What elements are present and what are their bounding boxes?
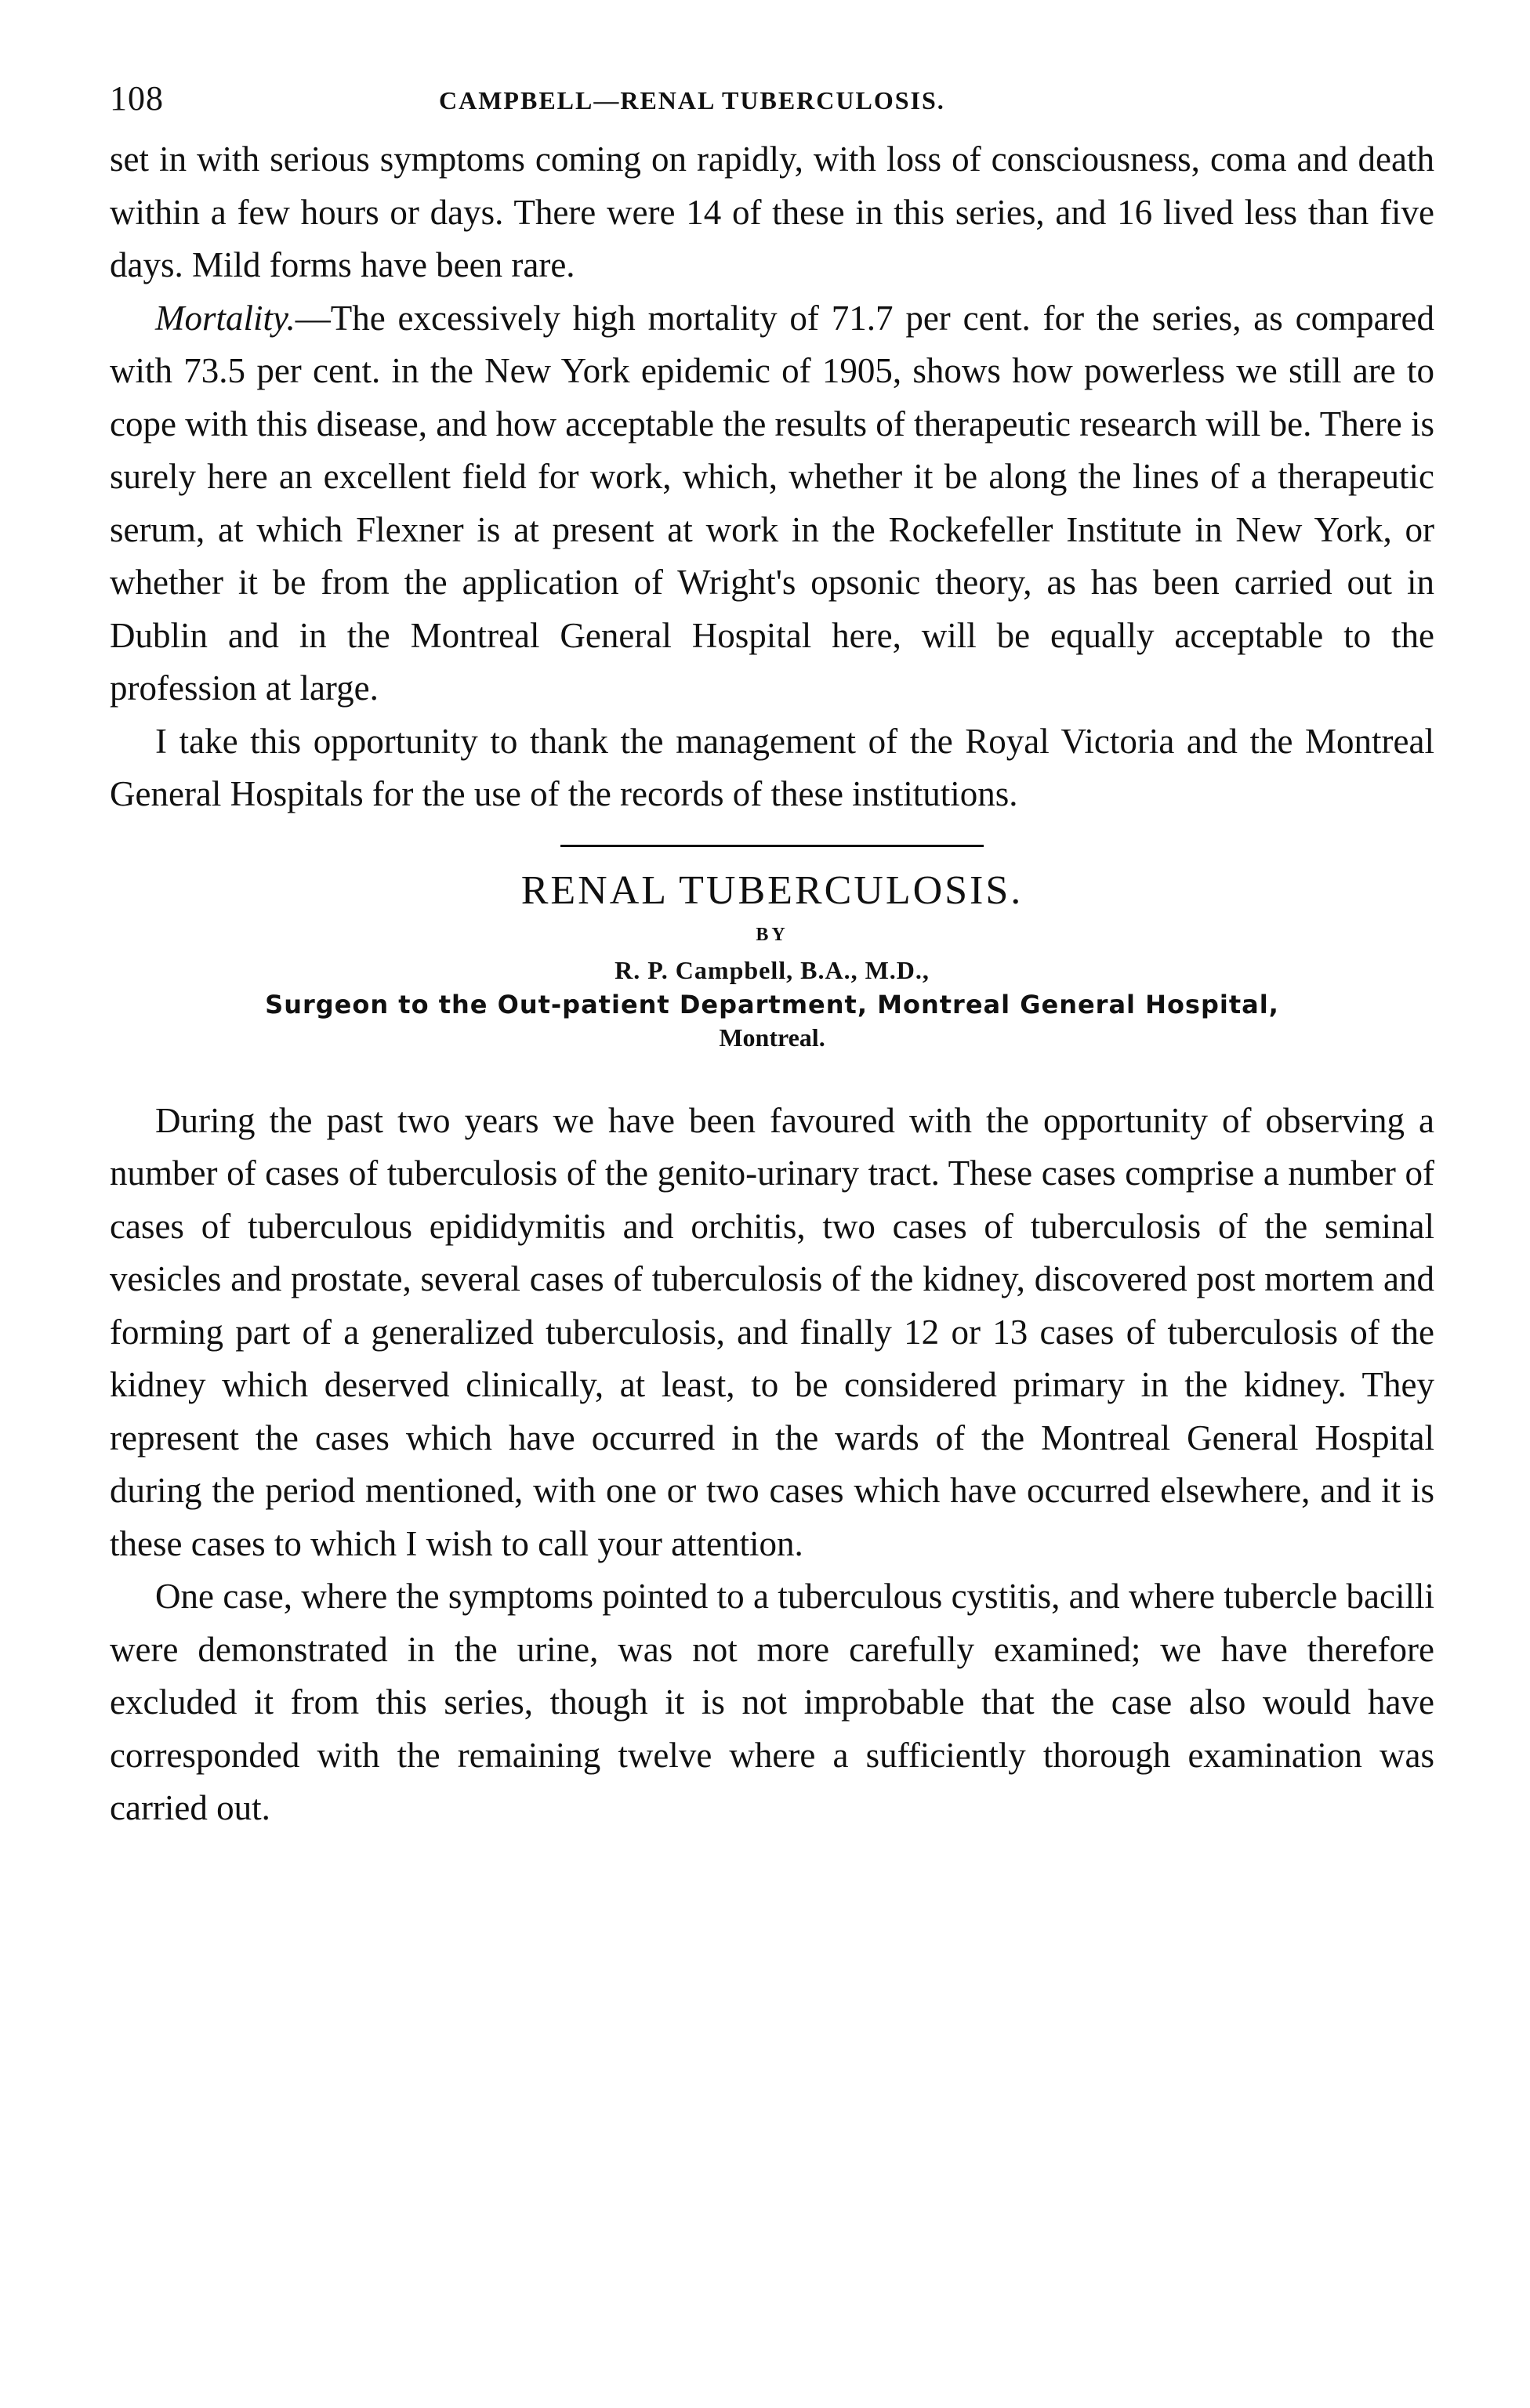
article-paragraph: During the past two years we have been favoured with the opportunity of observing a number of cases of tuberculosis of the genito-urinary tract. These cases comprise a number of cases of tuberculous epididymitis and orchitis, two cases of tuberculosis of the seminal vesicles and prostate, several cases of tuberculosis of the kidney, discovered post mortem and forming part of a generalized tuberculosis, and finally 12 or 13 cases of tuberculosis of the kidney which deserved clinically, at least, to be considered primary in the kidney. They represent the cases which have occurred in the wards of the Montreal General Hospital during the period mentioned, with one or two cases which have occurred elsewhere, and it is these cases to which I wish to call your attention. bbox=[110, 1100, 1434, 1563]
previous-article-text bbox=[110, 133, 1434, 821]
mortality-heading: Mortality. bbox=[155, 298, 295, 338]
article-city: Montreal. bbox=[719, 1023, 825, 1052]
article-title: RENAL TUBERCULOSIS. bbox=[520, 867, 1024, 913]
article-author: R. P. Campbell, B.A., M.D., bbox=[615, 955, 930, 984]
article-heading bbox=[110, 864, 1434, 1054]
article-paragraph: One case, where the symptoms pointed to a tuberculous cystitis, and where tubercle bacilli were demonstrated in the urine, was not more carefully examined; we have therefore excluded it from this series, though it is not improbable that the case also would have corresponded with the remaining twelve where a sufficiently thorough examination was carried out. bbox=[110, 1577, 1434, 1827]
running-title: CAMPBELL—RENAL TUBERCULOSIS. bbox=[439, 86, 945, 114]
article-by: BY bbox=[756, 924, 789, 945]
running-header bbox=[110, 78, 1434, 133]
continued-paragraph: set in with serious symptoms coming on rapidly, with loss of consciousness, coma and death within a few hours or days. There were 14 of these in this series, and 16 lived less than five days. Mild forms have been rare. bbox=[110, 139, 1434, 284]
section-divider bbox=[560, 845, 984, 847]
book-page bbox=[110, 78, 1434, 1835]
page-number: 108 bbox=[110, 79, 164, 118]
mortality-paragraph bbox=[110, 292, 1434, 715]
acknowledgement-paragraph: I take this opportunity to thank the management of the Royal Victoria and the Montreal General Hospitals for the use of the records of these institutions. bbox=[110, 721, 1434, 813]
mortality-text: —The excessively high mortality of 71.7 per cent. for the series, as compared with 73.5 per cent. in the New York epidemic of 1905, shows how powerless we still are to cope with this disease, and how acceptable the results of therapeutic research will be. There is surely here an excellent field for work, which, whether it be along the lines of a therapeutic serum, at which Flexner is at present at work in the Rockefeller Institute in New York, or whether it be from the application of Wright's opsonic theory, as has been carried out in Dublin and in the Montreal General Hospital here, will be equally acceptable to the profession at large. bbox=[110, 298, 1434, 708]
article-body bbox=[110, 1095, 1434, 1835]
article-affiliation: Surgeon to the Out-patient Department, Montreal General Hospital, bbox=[265, 989, 1279, 1019]
